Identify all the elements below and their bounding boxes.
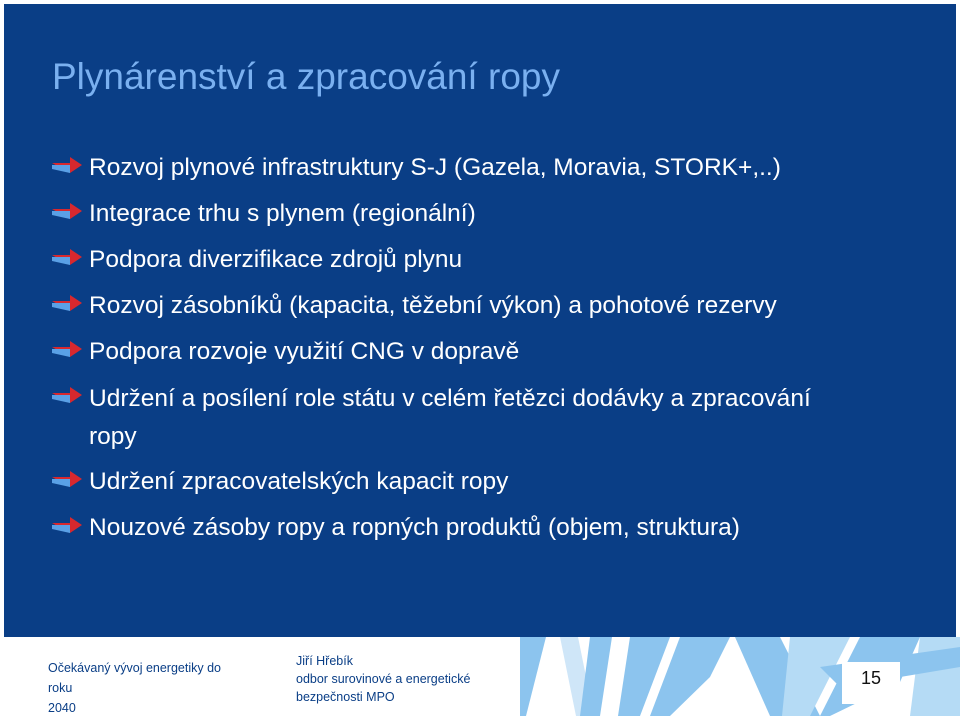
footer-author-block <box>296 652 516 706</box>
bullet-text: Podpora rozvoje využití CNG v dopravě <box>89 338 520 365</box>
bullet-text: Udržení a posílení role státu v celém řetězci dodávky a zpracování ropy <box>89 385 811 450</box>
arrow-bullet-icon <box>52 469 82 489</box>
arrow-bullet-icon <box>52 201 82 221</box>
footer-title-line: Očekávaný vývoj energetiky do roku <box>48 661 222 695</box>
footer-department-line: odbor surovinové a energetické <box>296 672 471 686</box>
arrow-bullet-icon <box>52 339 82 359</box>
arrow-bullet-icon <box>52 155 82 175</box>
bullet-text: Rozvoj plynové infrastruktury S-J (Gazela, Moravia, STORK+,..) <box>89 154 781 181</box>
bullet-text: Nouzové zásoby ropy a ropných produktů (objem, struktura) <box>89 514 740 541</box>
arrow-bullet-icon <box>52 515 82 535</box>
bullet-text: Rozvoj zásobníků (kapacita, těžební výkon) a pohotové rezervy <box>89 292 777 319</box>
footer-presentation-title <box>48 658 248 718</box>
bullet-text: Udržení zpracovatelských kapacit ropy <box>89 468 509 495</box>
footer-department-line: bezpečnosti MPO <box>296 690 395 704</box>
arrow-bullet-icon <box>52 293 82 313</box>
bullet-text: Podpora diverzifikace zdrojů plynu <box>89 246 463 273</box>
slide-title: Plynárenství a zpracování ropy <box>52 56 560 97</box>
page-number: 15 <box>860 668 882 688</box>
slide-background <box>4 4 956 637</box>
arrow-bullet-icon <box>52 385 82 405</box>
page-number-box <box>842 662 900 704</box>
footer-title-line: 2040 <box>48 701 76 715</box>
footer-author: Jiří Hřebík <box>296 654 353 668</box>
arrow-bullet-icon <box>52 247 82 267</box>
bullet-text: Integrace trhu s plynem (regionální) <box>89 200 476 227</box>
